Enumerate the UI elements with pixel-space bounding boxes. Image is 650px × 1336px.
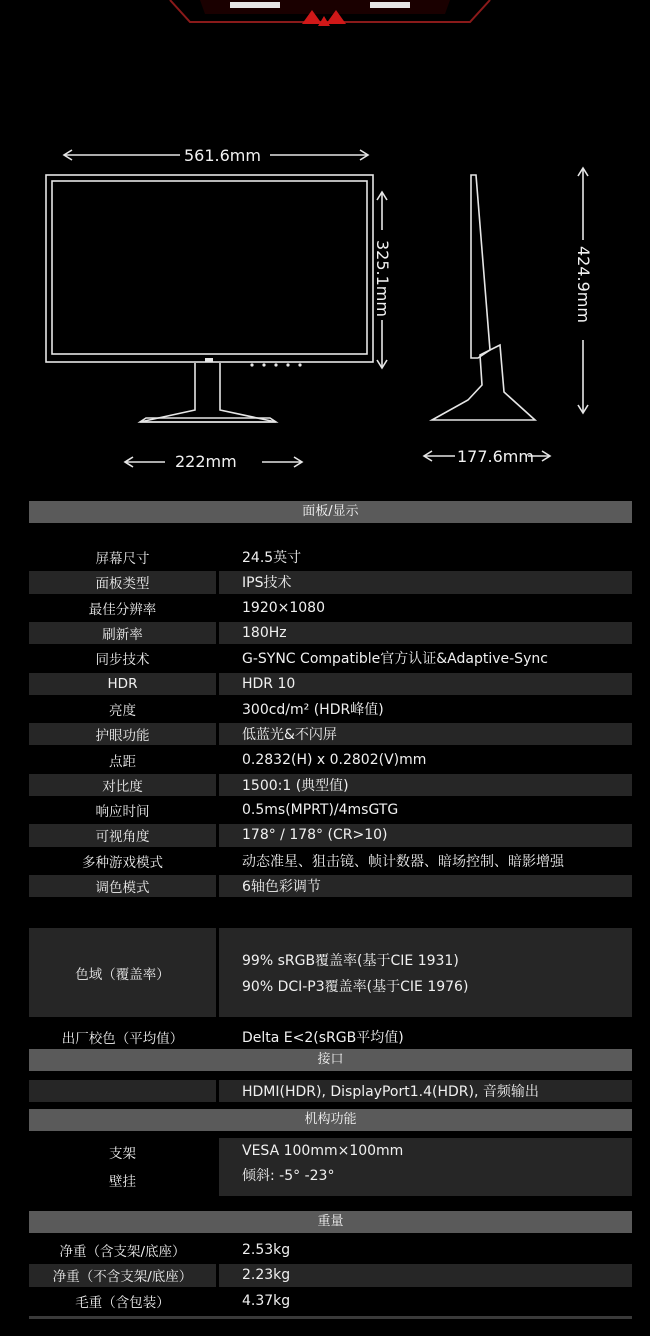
spec-label: 刷新率 (29, 622, 216, 644)
spec-label: HDR (29, 673, 216, 695)
spec-label: 护眼功能 (29, 723, 216, 745)
spec-value: 1500:1 (典型值) (219, 774, 632, 796)
spec-row (29, 1239, 632, 1261)
spec-label: 屏幕尺寸 (95, 551, 150, 568)
spec-label: 出厂校色（平均值） (61, 1031, 184, 1047)
spec-row (29, 622, 632, 644)
spec-row (29, 1264, 632, 1286)
section-header-weight: 重量 (29, 1211, 632, 1233)
spec-row (29, 546, 632, 568)
spec-value: HDR 10 (219, 673, 632, 695)
spec-label: 亮度 (109, 702, 136, 719)
section-header-mechanism: 机构功能 (29, 1109, 632, 1131)
spec-value: 4.37kg (242, 1292, 291, 1309)
spec-row (29, 723, 632, 745)
spec-row (29, 875, 632, 897)
spec-label: 最佳分辨率 (88, 601, 157, 618)
spec-value: 低蓝光&不闪屏 (219, 723, 632, 745)
spec-row (29, 673, 632, 695)
value-vesa: VESA 100mm×100mm (242, 1143, 404, 1159)
value-tilt: 倾斜: -5° -23° (242, 1168, 335, 1184)
spec-value (219, 928, 632, 1017)
label-stand: 支架 (109, 1146, 136, 1162)
spec-value: 2.53kg (242, 1242, 291, 1259)
spec-value: IPS技术 (219, 571, 632, 593)
spec-label: 多种游戏模式 (82, 854, 163, 871)
spec-row (29, 571, 632, 593)
spec-row (29, 748, 632, 770)
spec-value: 6轴色彩调节 (219, 875, 632, 897)
spec-row (29, 824, 632, 846)
spec-value: HDMI(HDR), DisplayPort1.4(HDR), 音频输出 (219, 1080, 632, 1102)
spec-value: 0.5ms(MPRT)/4msGTG (242, 802, 399, 819)
spec-row (29, 774, 632, 796)
monitor-dimension-drawing (0, 130, 650, 480)
spec-value: 2.23kg (219, 1264, 632, 1286)
spec-label: 对比度 (29, 774, 216, 796)
spec-label (29, 1080, 216, 1102)
spec-row-mechanism (29, 1138, 632, 1196)
dimension-front-width: 561.6mm (184, 146, 261, 165)
spec-label: 点距 (109, 753, 136, 770)
dimension-side-depth: 177.6mm (457, 447, 534, 466)
spec-row (29, 647, 632, 669)
spec-label: 色域（覆盖率） (29, 928, 216, 1017)
spec-row (29, 799, 632, 821)
spec-value: 178° / 178° (CR>10) (219, 824, 632, 846)
spec-value: 24.5英寸 (242, 550, 302, 567)
spec-label: 同步技术 (95, 652, 150, 669)
dimension-front-height: 325.1mm (373, 240, 392, 317)
gamut-srgb: 99% sRGB覆盖率(基于CIE 1931) (242, 952, 459, 969)
gamut-dcip3: 90% DCI-P3覆盖率(基于CIE 1976) (242, 978, 469, 995)
bottom-divider (29, 1316, 632, 1319)
spec-value (219, 1138, 632, 1196)
spec-label: 毛重（含包装） (75, 1294, 170, 1311)
spec-row (29, 1290, 632, 1312)
spec-row (29, 597, 632, 619)
spec-label: 净重（不含支架/底座） (29, 1264, 216, 1286)
spec-value: 0.2832(H) x 0.2802(V)mm (242, 751, 427, 768)
label-wall-mount: 壁挂 (109, 1174, 136, 1190)
spec-value: 300cd/m² (HDR峰值) (242, 701, 384, 718)
spec-label: 可视角度 (29, 824, 216, 846)
section-header-io: 接口 (29, 1049, 632, 1071)
spec-value: Delta E<2(sRGB平均值) (242, 1030, 404, 1046)
spec-label: 面板类型 (29, 571, 216, 593)
spec-value: G-SYNC Compatible官方认证&Adaptive-Sync (242, 651, 548, 668)
spec-value: 动态准星、狙击镜、帧计数器、暗场控制、暗影增强 (242, 853, 564, 870)
spec-label: 调色模式 (29, 875, 216, 897)
spec-row-io (29, 1080, 632, 1102)
spec-value: 1920×1080 (242, 599, 325, 616)
spec-value: 180Hz (219, 622, 632, 644)
spec-label: 响应时间 (95, 804, 150, 821)
spec-row (29, 850, 632, 872)
section-header-panel: 面板/显示 (29, 501, 632, 523)
top-banner-decoration (0, 0, 650, 40)
dimension-stand-width: 222mm (175, 452, 237, 471)
dimension-side-height: 424.9mm (574, 246, 593, 323)
spec-label: 净重（含支架/底座） (59, 1244, 186, 1261)
spec-label (29, 1138, 216, 1196)
spec-row-calibration (29, 1026, 632, 1048)
spec-row-gamut (29, 928, 632, 1017)
spec-row (29, 698, 632, 720)
